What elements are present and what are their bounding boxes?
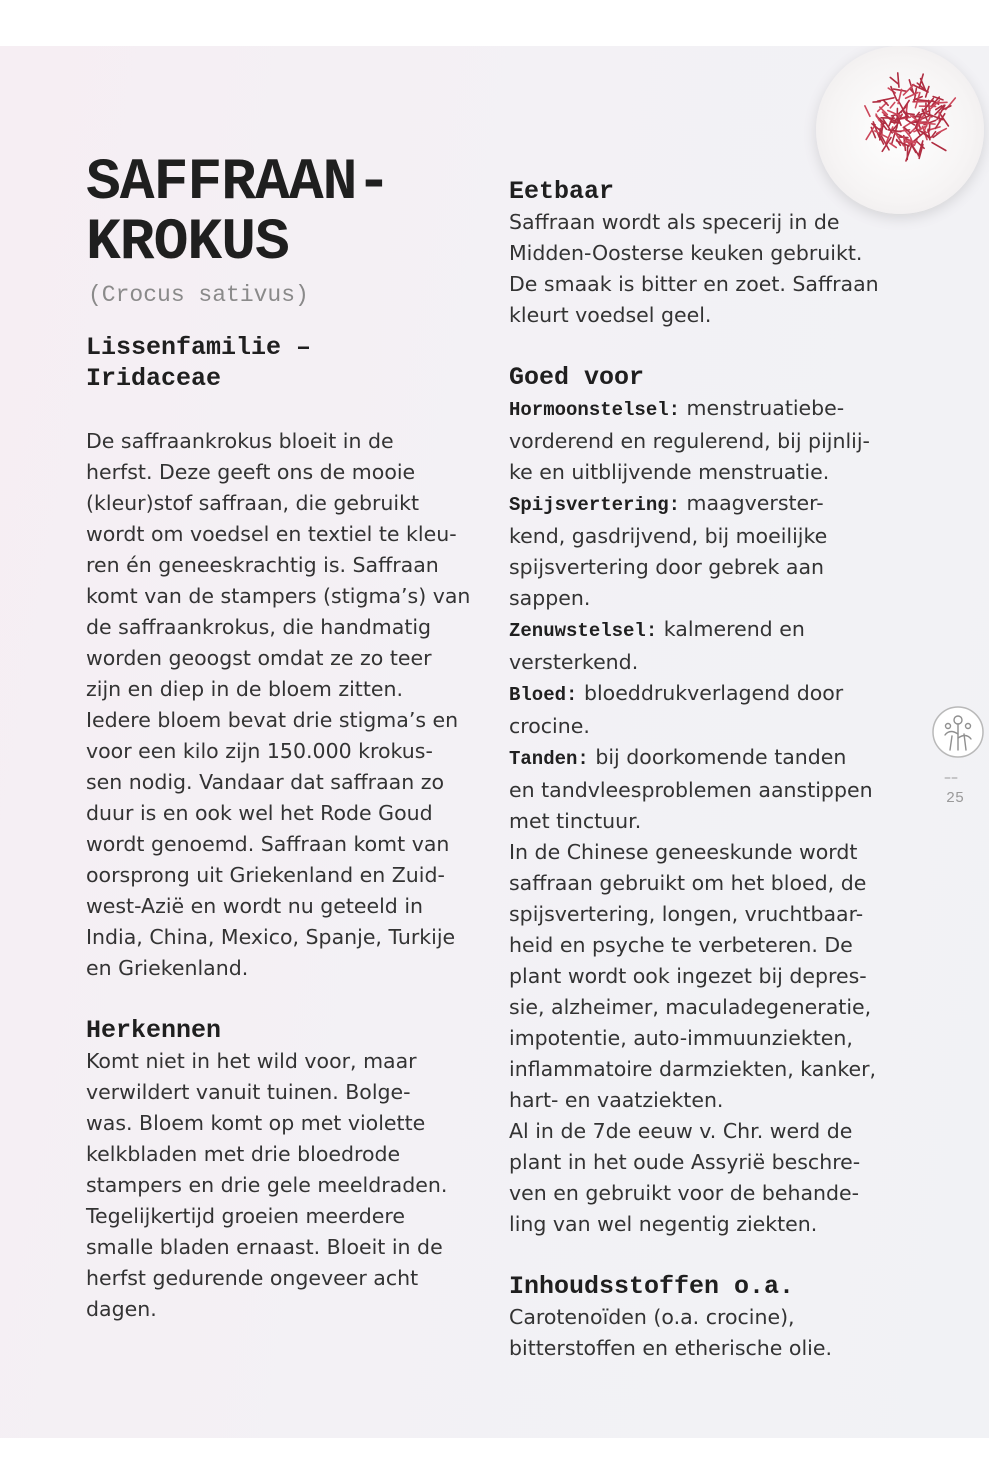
spijs-label: Spijsvertering: bbox=[509, 494, 681, 516]
text-line: Al in de 7de eeuw v. Chr. werd de bbox=[509, 1119, 853, 1143]
text-line: kend, gasdrijvend, bij moeilijke bbox=[509, 524, 828, 548]
text-line: met tinctuur. bbox=[509, 809, 642, 833]
plant-emblem-icon bbox=[930, 704, 986, 760]
text-line: verwildert vanuit tuinen. Bolge- bbox=[86, 1080, 411, 1104]
text-line: wordt genoemd. Saffraan komt van bbox=[86, 832, 450, 856]
tanden-entry bbox=[509, 742, 919, 775]
text-line: sappen. bbox=[509, 586, 591, 610]
text-line: spijsvertering, longen, vruchtbaar- bbox=[509, 902, 864, 926]
text-line: ke en uitblijvende menstruatie. bbox=[509, 460, 830, 484]
eetbaar-paragraph bbox=[509, 207, 919, 331]
hormoon-entry bbox=[509, 393, 919, 426]
text-line: ven en gebruikt voor de behande- bbox=[509, 1181, 860, 1205]
text-line: spijsvertering door gebrek aan bbox=[509, 555, 825, 579]
text-line: maagverster- bbox=[680, 491, 824, 515]
page-number-dash: –– bbox=[944, 770, 958, 786]
text-line: komt van de stampers (stigma’s) van bbox=[86, 584, 471, 608]
text-line: versterkend. bbox=[509, 650, 639, 674]
text-line: crocine. bbox=[509, 714, 590, 738]
eetbaar-heading: Eetbaar bbox=[509, 177, 615, 206]
text-line: Carotenoïden (o.a. crocine), bbox=[509, 1305, 795, 1329]
text-line: heid en psyche te verbeteren. De bbox=[509, 933, 853, 957]
zenuw-entry bbox=[509, 614, 919, 647]
text-line: In de Chinese geneeskunde wordt bbox=[509, 840, 858, 864]
text-line: zijn en diep in de bloem zitten. bbox=[86, 677, 403, 701]
bloed-entry bbox=[509, 678, 919, 711]
family-line-1: Lissenfamilie – bbox=[86, 333, 312, 362]
text-line: sen nodig. Vandaar dat saffraan zo bbox=[86, 770, 445, 794]
text-line: dagen. bbox=[86, 1297, 157, 1321]
text-line: De saffraankrokus bloeit in de bbox=[86, 429, 394, 453]
text-line: bloeddrukverlagend door bbox=[577, 681, 844, 705]
text-line: De smaak is bitter en zoet. Saffraan bbox=[509, 272, 879, 296]
herkennen-paragraph bbox=[86, 1046, 486, 1325]
text-line: vorderend en regulerend, bij pijnlij- bbox=[509, 429, 870, 453]
text-line: herfst. Deze geeft ons de mooie bbox=[86, 460, 416, 484]
text-line: menstruatiebe- bbox=[680, 396, 845, 420]
text-line: wordt om voedsel en textiel te kleu- bbox=[86, 522, 457, 546]
text-line: plant in het oude Assyrië beschre- bbox=[509, 1150, 861, 1174]
chinese-paragraph bbox=[509, 837, 919, 1116]
right-column bbox=[509, 176, 919, 1364]
goed-voor-heading: Goed voor bbox=[509, 363, 645, 392]
title-line-2: KROKUS bbox=[86, 211, 289, 276]
text-line: en Griekenland. bbox=[86, 956, 249, 980]
text-line: inflammatoire darmziekten, kanker, bbox=[509, 1057, 877, 1081]
text-line: ren én geneeskrachtig is. Saffraan bbox=[86, 553, 439, 577]
text-line: ling van wel negentig ziekten. bbox=[509, 1212, 818, 1236]
zenuw-label: Zenuwstelsel: bbox=[509, 620, 658, 642]
text-line: oorsprong uit Griekenland en Zuid- bbox=[86, 863, 445, 887]
text-line: Iedere bloem bevat drie stigma’s en bbox=[86, 708, 459, 732]
text-line: plant wordt ook ingezet bij depres- bbox=[509, 964, 867, 988]
latin-name: (Crocus sativus) bbox=[88, 282, 309, 308]
text-line: bij doorkomende tanden bbox=[588, 745, 847, 769]
assyrie-paragraph bbox=[509, 1116, 919, 1240]
book-page bbox=[0, 46, 989, 1438]
intro-paragraph bbox=[86, 426, 486, 984]
text-line: bitterstoffen en etherische olie. bbox=[509, 1336, 832, 1360]
title-line-1: SAFFRAAN- bbox=[86, 151, 391, 216]
text-line: Midden-Oosterse keuken gebruikt. bbox=[509, 241, 863, 265]
text-line: kleurt voedsel geel. bbox=[509, 303, 712, 327]
text-line: herfst gedurende ongeveer acht bbox=[86, 1266, 419, 1290]
inhoudsstoffen-paragraph bbox=[509, 1302, 919, 1364]
text-line: hart- en vaatziekten. bbox=[509, 1088, 724, 1112]
text-line: duur is en ook wel het Rode Goud bbox=[86, 801, 433, 825]
text-line: en tandvleesproblemen aanstippen bbox=[509, 778, 873, 802]
goed-voor-list bbox=[509, 393, 919, 837]
text-line: Tegelijkertijd groeien meerdere bbox=[86, 1204, 405, 1228]
herkennen-heading: Herkennen bbox=[86, 1016, 222, 1045]
text-line: smalle bladen ernaast. Bloeit in de bbox=[86, 1235, 443, 1259]
text-line: worden geoogst omdat ze zo teer bbox=[86, 646, 432, 670]
text-line: sie, alzheimer, maculadegeneratie, bbox=[509, 995, 872, 1019]
page-title bbox=[86, 151, 391, 276]
text-line: west-Azië en wordt nu geteeld in bbox=[86, 894, 424, 918]
text-line: (kleur)stof saffraan, die gebruikt bbox=[86, 491, 420, 515]
text-line: India, China, Mexico, Spanje, Turkije bbox=[86, 925, 456, 949]
left-column bbox=[86, 426, 486, 1325]
text-line: Saffraan wordt als specerij in de bbox=[509, 210, 840, 234]
inhoudsstoffen-heading: Inhoudsstoffen o.a. bbox=[509, 1272, 795, 1301]
text-line: was. Bloem komt op met violette bbox=[86, 1111, 426, 1135]
bloed-label: Bloed: bbox=[509, 684, 578, 706]
text-line: de saffraankrokus, die handmatig bbox=[86, 615, 432, 639]
spijs-entry bbox=[509, 488, 919, 521]
text-line: kalmerend en bbox=[657, 617, 805, 641]
text-line: kelkbladen met drie bloedrode bbox=[86, 1142, 401, 1166]
text-line: stampers en drie gele meeldraden. bbox=[86, 1173, 448, 1197]
text-line: voor een kilo zijn 150.000 krokus- bbox=[86, 739, 433, 763]
text-line: saffraan gebruikt om het bloed, de bbox=[509, 871, 867, 895]
text-line: Komt niet in het wild voor, maar bbox=[86, 1049, 417, 1073]
text-line: impotentie, auto-immuunziekten, bbox=[509, 1026, 853, 1050]
hormoon-label: Hormoonstelsel: bbox=[509, 399, 681, 421]
plant-family bbox=[86, 332, 311, 394]
tanden-label: Tanden: bbox=[509, 748, 589, 770]
page-number: 25 bbox=[946, 790, 965, 807]
family-line-2: Iridaceae bbox=[86, 364, 222, 393]
